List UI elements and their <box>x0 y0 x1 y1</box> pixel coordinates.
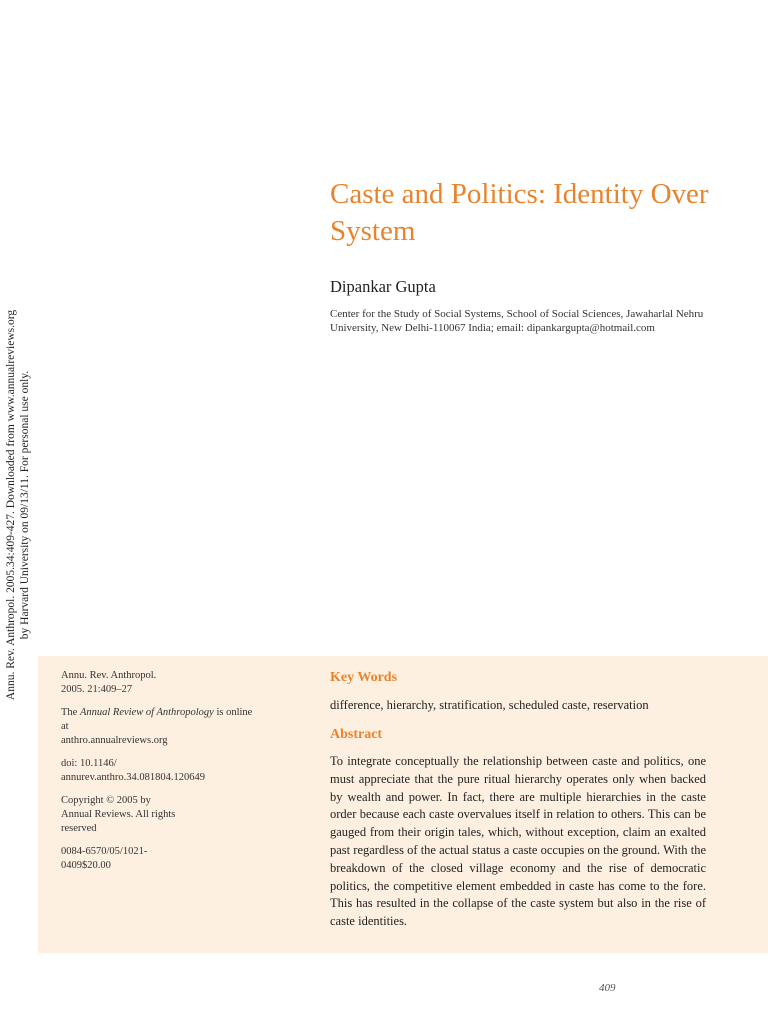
doi: doi: 10.1146/ annurev.anthro.34.081804.120649 <box>61 758 205 783</box>
issn: 0084-6570/05/1021- 0409$20.00 <box>61 846 148 871</box>
online-url: anthro.annualreviews.org <box>61 735 168 746</box>
journal-name: Annual Review of Anthropology <box>79 707 214 718</box>
publication-metadata <box>61 669 261 882</box>
copyright: Copyright © 2005 by Annual Reviews. All rights reserved <box>61 795 176 834</box>
author-name: Dipankar Gupta <box>330 277 436 296</box>
citation: Annu. Rev. Anthropol. 2005. 21:409–27 <box>61 670 157 695</box>
abstract-text: To integrate conceptually the relationship between caste and politics, one must appreciate that the pure ritual hierarchy operates only when backed by wealth and power. In fact, there are multiple hierarchies in the caste order because each caste overvalues itself in relation to others. This can be gauged from their origin tales, which, without exception, claim an exalted past regardless of the actual status a caste occupies on the ground. With the breakdown of the closed village economy and the rise of democratic politics, the competitive element embedded in caste has come to the fore. This has resulted in the collapse of the caste system but also in the rise of caste identities. <box>330 754 706 929</box>
author-affiliation: Center for the Study of Social Systems, School of Social Sciences, Jawaharlal Nehru University, New Delhi-110067 India; email: dipankargupta@hotmail.com <box>330 308 704 334</box>
keywords-heading: Key Words <box>330 670 398 685</box>
download-notice-text <box>4 310 32 700</box>
keywords-text: difference, hierarchy, stratification, scheduled caste, reservation <box>330 698 649 712</box>
download-notice-line-1: Annu. Rev. Anthropol. 2005.34:409-427. Downloaded from www.annualreviews.org <box>5 309 17 701</box>
page-number: 409 <box>599 982 616 994</box>
abstract-heading: Abstract <box>330 727 383 742</box>
download-notice-line-2: by Harvard University on 09/13/11. For personal use only. <box>19 370 31 640</box>
article-title: Caste and Politics: Identity Over System <box>330 178 709 247</box>
download-notice <box>0 0 36 1024</box>
online-info: The Annual Review of Anthropology is online at anthro.annualreviews.org <box>61 707 253 746</box>
